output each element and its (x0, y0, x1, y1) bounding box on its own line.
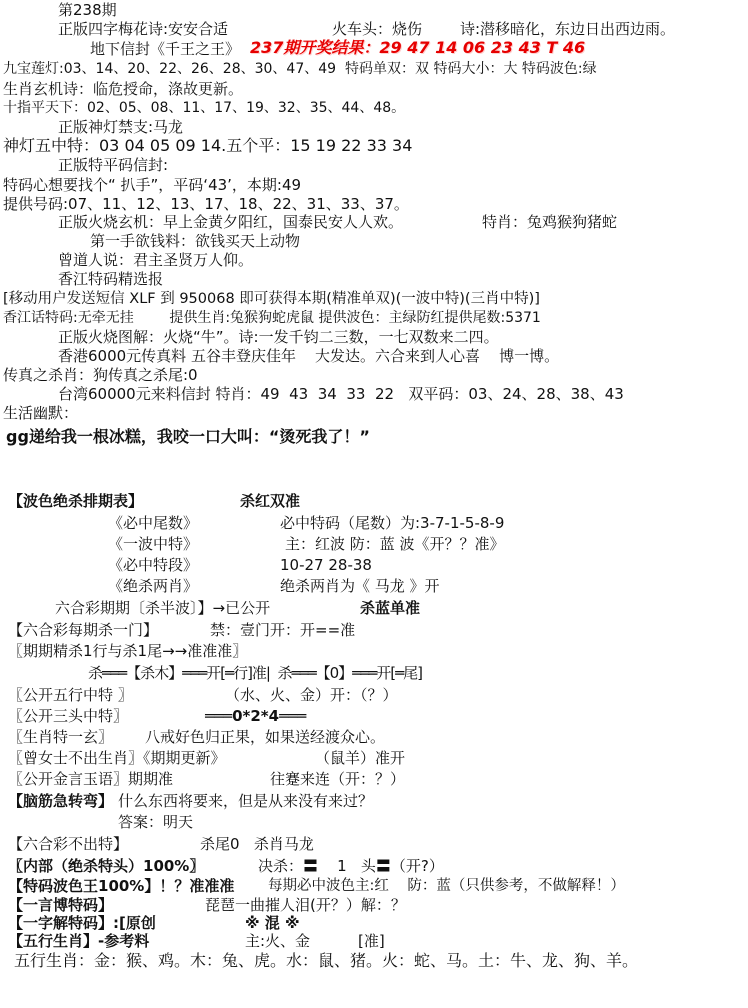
xinxiang-line: 特码心想要找个“ 扒手”，平码‘43’，本期:49 (3, 176, 302, 194)
bose-value: 每期必中波色主:红 防：蓝（只供参考，不做解释！） (268, 878, 625, 894)
kill-red: 杀红双准 (240, 492, 301, 510)
underground-letter: 地下信封《千王之王》 (90, 40, 241, 58)
joke-line: gg递给我一根冰糕，我咬一口大叫：“烫死我了！” (6, 427, 370, 446)
buchu-value: 杀尾0 杀肖马龙 (200, 835, 314, 853)
shengxiao-poem: 生肖玄机诗：临危授命，涤故更新。 (3, 80, 244, 98)
banbo-line: 六合彩期期〔杀半波〕】→已公开 (55, 599, 271, 617)
jiubao-attributes: 特码单双：双 特码大小：大 特码波色:绿 (345, 61, 597, 77)
xiangjiang-title: 香江特码精选报 (58, 270, 164, 288)
bizhong-ws-label: 《必中尾数》 (108, 514, 199, 532)
meihua-poem: 正版四字梅花诗:安安合适 (58, 20, 229, 38)
zengnvshi-line: 〖曾女士不出生肖〗《期期更新》 (8, 749, 226, 767)
yixuan-label: 〖生肖特一玄〗 (8, 728, 114, 746)
train-head: 火车头：烧伤 (332, 20, 423, 38)
juesha-value: 绝杀两肖为《 马龙 》开 (280, 577, 440, 595)
yixuan-value: 八戒好色归正果，如果送经渡众心。 (145, 728, 386, 746)
cengdao-line: 曾道人说：君主圣贤万人仰。 (58, 251, 254, 269)
shizhi-line: 十指平天下：02、05、08、11、17、19、32、35、44、48。 (3, 100, 406, 116)
xjhua-line: 香江话特码:无牵无挂 提供生肖:兔猴狗蛇虎鼠 提供波色：主绿防红提供尾数:5371 (3, 310, 541, 326)
bose-label: 【特码波色王100%】！？准准准 (8, 877, 235, 895)
sms-line: [移动用户发送短信 XLF 到 950068 即可获得本期(精准单双)(一波中特)(三肖中特)] (3, 291, 540, 307)
yimen-value: 禁：壹门开：开==准 (210, 621, 356, 639)
santou-value: ═══0*2*4═══ (205, 707, 307, 725)
jinyan-label: 〖公开金言玉语〗期期准 (8, 770, 174, 788)
sha-row: 杀═══【杀木】═══开[═行]准| 杀═══【0】═══开[═尾] (88, 664, 422, 682)
neibu-label: 〖内部（绝杀特头）100%〗 (8, 857, 205, 875)
wuxing-label: 【五行生肖】-参考料 (8, 932, 150, 950)
huoshao-tu-line: 正版火烧图解：火烧“牛”。诗:一发千钧二三数，一七双数来二四。 (58, 328, 499, 346)
hk-line: 香港6000元传真料 五谷丰登庆佳年 大发达。六合来到人心喜 博一博。 (58, 347, 560, 365)
santou-label: 〖公开三头中特〗 (8, 707, 129, 725)
jingsha-line: 〖期期精杀1行与杀1尾→→准准准〗 (8, 642, 248, 660)
issue-number: 第238期 (58, 1, 117, 19)
yiyan-value: 琵琶一曲摧人泪(开？）解：？ (205, 896, 406, 914)
shuyang-value: （鼠羊）准开 (315, 749, 406, 767)
yizi-value: ※ 混 ※ (245, 914, 300, 932)
naojin-value: 什么东西将要来，但是从来没有来过？ (118, 792, 374, 810)
shenghuo-title: 生活幽默： (3, 404, 79, 422)
boxe-title: 【波色绝杀排期表】 (8, 492, 144, 510)
yimen-label: 【六合彩每期杀一门】 (8, 621, 159, 639)
jiubao-numbers: 九宝莲灯:03、14、20、22、26、28、30、47、49 (3, 61, 337, 77)
draw-result: 237期开奖结果：29 47 14 06 23 43 T 46 (250, 38, 586, 57)
yibo-label: 《一波中特》 (108, 535, 199, 553)
wuxing-main: 主:火、金 (245, 932, 311, 950)
wuxing-accuracy: [准] (358, 932, 385, 950)
wuhang-value: （水、火、金）开：（？） (225, 686, 398, 704)
shenjin-line: 正版神灯禁支:马龙 (58, 118, 184, 136)
chuanzhen-line: 传真之杀肖：狗传真之杀尾:0 (3, 366, 198, 384)
naojin-label: 【脑筋急转弯】 (8, 792, 114, 810)
neibu-value: 决杀：〓 1 头〓（开?） (258, 857, 444, 875)
huoshao-line: 正版火烧玄机：早上金黄夕阳红，国泰民安人人欢。 (58, 213, 404, 231)
teduan-label: 《必中特段》 (108, 556, 199, 574)
shendeng-line: 神灯五中特：03 04 05 09 14.五个平：15 19 22 33 34 (3, 136, 413, 155)
poem-line: 诗:潜移暗化，东边日出西边雨。 (460, 20, 676, 38)
buchu-label: 【六合彩不出特】 (8, 835, 129, 853)
answer-line: 答案：明天 (118, 813, 194, 831)
tex-line: 特肖：兔鸡猴狗猪蛇 (482, 213, 618, 231)
yibo-value: 主：红波 防：蓝 波《开？？准》 (285, 535, 505, 553)
juesha-label: 《绝杀两肖》 (108, 577, 199, 595)
yiyan-label: 【一言博特码】 (8, 896, 114, 914)
diyishou-line: 第一手欲钱料：欲钱买天上动物 (90, 232, 301, 250)
yizi-label: 【一字解特码】:[原创 (8, 914, 156, 932)
jinyan-value: 往蹇来连（开：？） (270, 770, 406, 788)
tigong-line: 提供号码:07、11、12、13、17、18、22、31、33、37。 (3, 195, 409, 213)
kill-blue: 杀蓝单准 (360, 599, 421, 617)
bizhong-ws-value: 必中特码（尾数）为:3-7-1-5-8-9 (280, 514, 505, 532)
wuxing-list: 五行生肖：金：猴、鸡。木：兔、虎。水：鼠、猪。火：蛇、马。土：牛、龙、狗、羊。 (14, 951, 639, 970)
taiwan-line: 台湾60000元来料信封 特肖：49 43 34 33 22 双平码：03、24、28、38、43 (58, 385, 624, 403)
teduan-value: 10-27 28-38 (280, 556, 372, 574)
pingma-letter: 正版特平码信封: (58, 156, 169, 174)
wuhang-label: 〖公开五行中特 〗 (8, 686, 133, 704)
